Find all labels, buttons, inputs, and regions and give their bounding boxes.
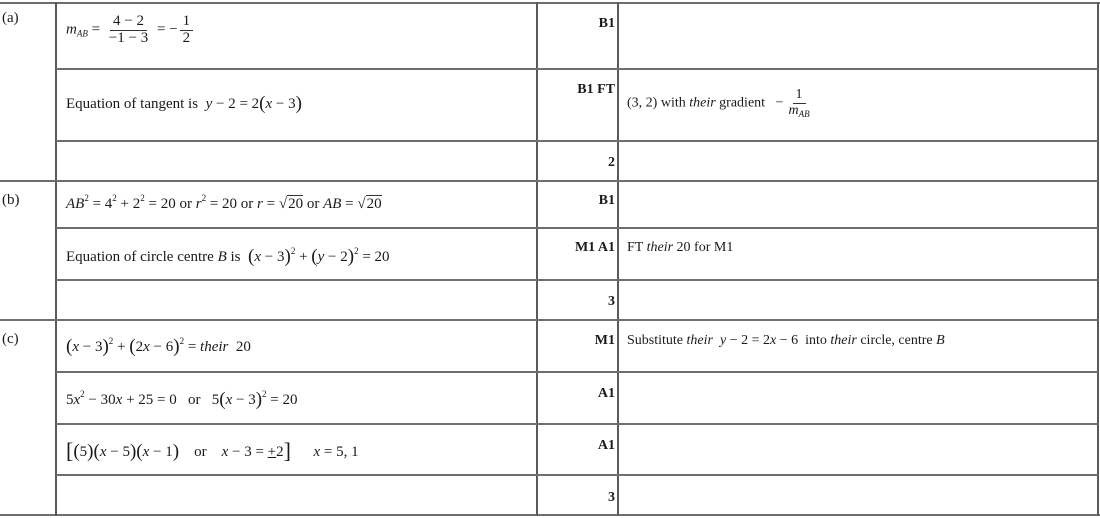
table-bottom-border [0, 514, 1100, 516]
mark-c3: A1 [597, 438, 615, 453]
working-c1: $(x - 3)^2 + (2x - 6)^2$ = their 20 [66, 336, 251, 357]
mark-a1: B1 [598, 16, 615, 31]
part-label-b: (b) [2, 192, 20, 208]
column-divider-working [536, 2, 538, 516]
part-label-a: (a) [2, 10, 19, 26]
mark-c2: A1 [597, 386, 615, 401]
section-divider [0, 319, 1098, 321]
mark-a2: B1 FT [577, 82, 615, 97]
total-a: 2 [608, 155, 615, 170]
row-divider [56, 371, 1098, 373]
row-divider [56, 279, 1098, 281]
column-divider-label [55, 2, 57, 516]
row-divider [56, 474, 1098, 476]
working-b1: $AB^2 = 4^2 + 2^2 = 20$ or $r^2 = 20$ or r = √20 or AB = √20 [66, 193, 382, 212]
row-divider [56, 140, 1098, 142]
row-divider [56, 68, 1098, 70]
section-divider [0, 180, 1098, 182]
row-divider [56, 227, 1098, 229]
total-b: 3 [608, 294, 615, 309]
mark-b2: M1 A1 [574, 240, 615, 255]
total-c: 3 [608, 490, 615, 505]
table-top-border [0, 2, 1100, 4]
part-label-c: (c) [2, 331, 19, 347]
note-c1: Substitute their y − 2 = 2x − 6 into their circle, centre B [627, 333, 945, 348]
working-c2: $5x^2 - 30x + 25 = 0$ or $5(x - 3)^2 = 20$ [66, 389, 298, 410]
column-divider-marks [617, 2, 619, 516]
working-c3: [(5)(x − 5)(x − 1) or x − 3 = +2] x = 5, 1 [66, 438, 359, 463]
note-b2: FT their 20 for M1 [627, 240, 734, 255]
table-right-border [1097, 2, 1099, 516]
row-divider [56, 423, 1098, 425]
working-b2: Equation of circle centre B is $(x - 3)^2 + (y - 2)^2 = 20$ [66, 246, 390, 267]
note-a2: (3, 2) with their gradient − $\frac{1}{m_{AB}}$ [627, 87, 810, 119]
working-a1: $m_{AB}$ = $\frac{4 - 2}{-1 - 3}$ = − $\frac{1}{2}$ [66, 14, 195, 47]
mark-b1: B1 [598, 193, 615, 208]
mark-c1: M1 [594, 333, 615, 348]
working-a2: Equation of tangent is y − 2 = 2(x − 3) [66, 93, 302, 114]
